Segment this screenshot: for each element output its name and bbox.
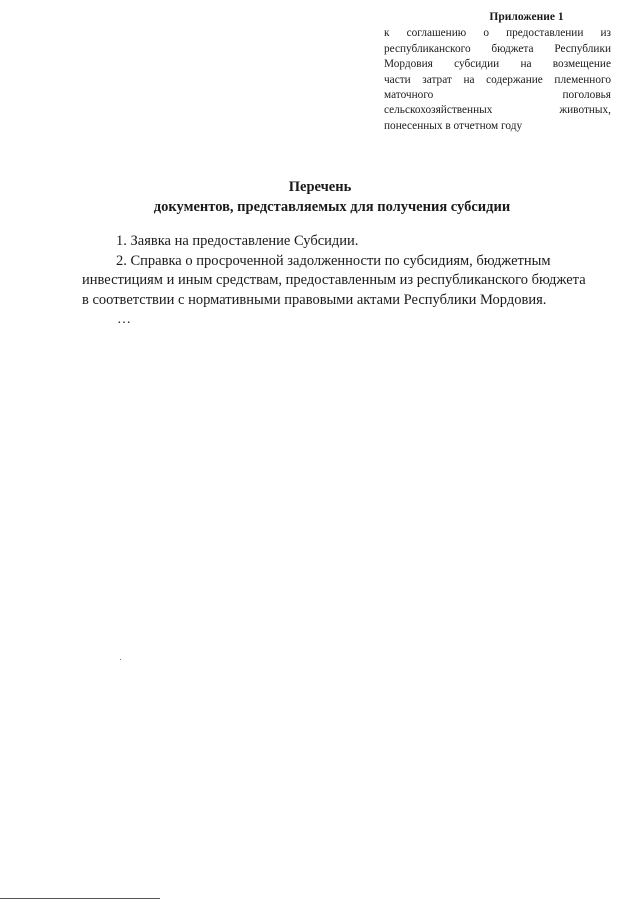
document-list — [82, 232, 614, 310]
footer-rule — [0, 898, 160, 899]
heading-title: Перечень — [288, 179, 352, 195]
appendix-line: Мордовия субсидии на возмещение — [384, 58, 611, 71]
scan-speck — [120, 659, 121, 660]
heading-subtitle: документов, представляемых для получения субсидии — [153, 199, 511, 215]
appendix-line: понесенных в отчетном году — [384, 119, 523, 132]
appendix-title: Приложение 1 — [489, 11, 564, 23]
document-heading — [0, 177, 640, 217]
list-item-2-line-2: инвестициям и иным средствам, предоставленным из республиканского бюджета — [82, 272, 586, 288]
appendix-block — [384, 10, 611, 134]
appendix-line: маточного поголовья — [384, 89, 611, 102]
appendix-line: республиканского бюджета Республики — [384, 42, 611, 55]
list-item-2-line-1: 2. Справка о просроченной задолженности по субсидиям, бюджетным — [116, 252, 551, 269]
appendix-line: к соглашению о предоставлении из — [384, 27, 611, 40]
list-item-2-line-3: в соответствии с нормативными правовыми актами Республики Мордовия. — [82, 291, 547, 308]
appendix-line: сельскохозяйственных животных, — [384, 104, 611, 117]
appendix-line: части затрат на содержание племенного — [384, 73, 611, 86]
ellipsis-text: … — [117, 312, 131, 327]
list-item-1: 1. Заявка на предоставление Субсидии. — [116, 233, 359, 249]
